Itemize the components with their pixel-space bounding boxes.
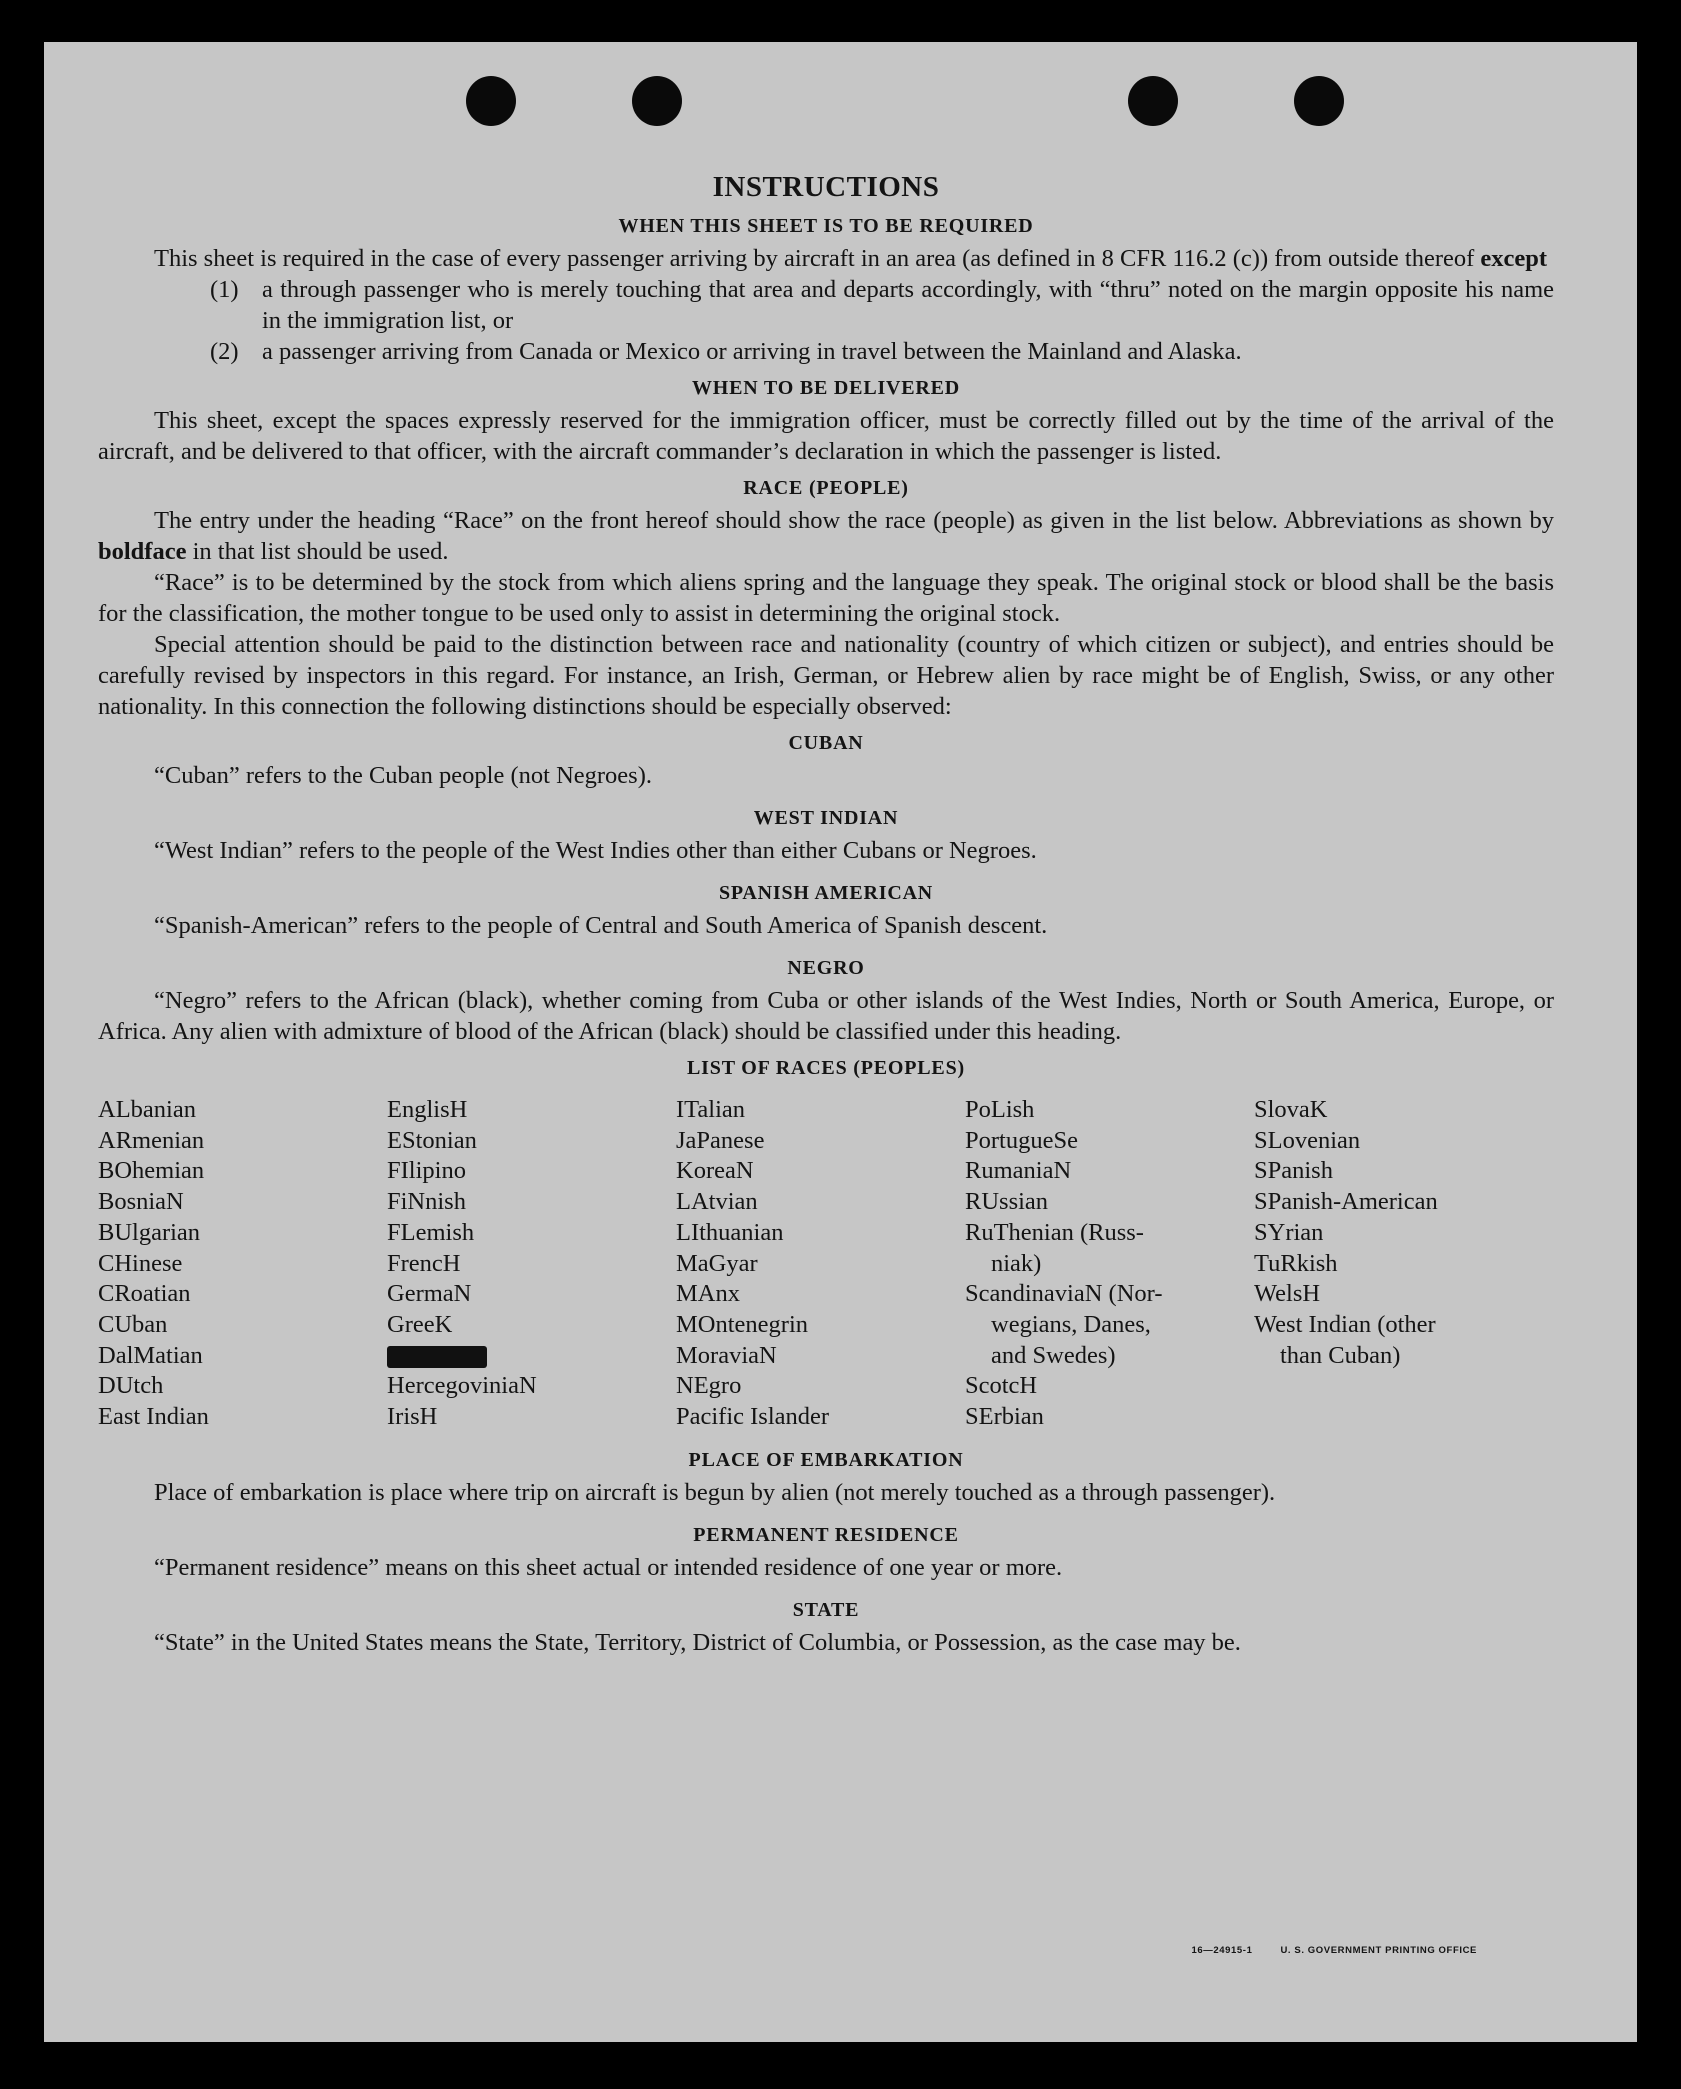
race-entry: PoLish — [965, 1096, 1035, 1123]
paragraph-race-entry: The entry under the heading “Race” on the front hereof should show the race (people) as given in the list below. Abbreviations as shown by boldface in that list should be used. — [98, 507, 1554, 565]
race-entry: SPanish — [1254, 1157, 1333, 1185]
exception-text: a through passenger who is merely touching that area and departs accordingly, with “thru” noted on the margin opposite his name in the immigration list, or — [262, 276, 1554, 334]
printer-credit: U. S. GOVERNMENT PRINTING OFFICE — [1280, 1945, 1477, 1956]
race-entry: RumaniaN — [965, 1157, 1072, 1185]
race-entry: ScandinaviaN (Nor- — [965, 1280, 1163, 1308]
race-entry: BosniaN — [98, 1188, 184, 1216]
paragraph-negro: “Negro” refers to the African (black), whether coming from Cuba or other islands of the West Indies, North or South America, Europe, or Africa. Any alien with admixture of blood of the African (black) should be classified under this heading. — [98, 987, 1554, 1045]
race-entry: SErbian — [965, 1403, 1044, 1431]
paragraph-state: “State” in the United States means the State, Territory, District of Columbia, or Possession, as the case may be. — [154, 1628, 1241, 1656]
heading-when-required: WHEN THIS SHEET IS TO BE REQUIRED — [618, 215, 1034, 237]
paragraph-race-definition: “Race” is to be determined by the stock from which aliens spring and the language they speak. The original stock or blood shall be the basis for the classification, the mother tongue to be used only to assist in determining the original stock. — [98, 569, 1554, 627]
race-entry-empty — [1254, 1371, 1554, 1402]
race-entry: West Indian (other — [1254, 1310, 1436, 1338]
race-entry: MoraviaN — [676, 1341, 777, 1369]
punch-hole — [632, 76, 682, 126]
paragraph-race-distinction: Special attention should be paid to the distinction between race and nationality (country of which citizen or subject), and entries should be carefully revised by inspectors in this regard. For instance, an Irish, German, or Hebrew alien by race might be of English, Swiss, or any other nationality. In this connection the following distinctions should be especially observed: — [98, 631, 1554, 720]
race-entry: CHinese — [98, 1249, 183, 1277]
race-entry: RUssian — [965, 1188, 1049, 1216]
race-entry: niak) — [991, 1249, 1042, 1277]
paragraph-west-indian: “West Indian” refers to the people of the West Indies other than either Cubans or Negroes. — [154, 837, 1037, 864]
race-entry: CUban — [98, 1310, 168, 1338]
heading-spanish-american: SPANISH AMERICAN — [718, 882, 934, 904]
race-entry: BUlgarian — [98, 1218, 201, 1246]
race-entry: IrisH — [387, 1403, 438, 1431]
heading-when-delivered: WHEN TO BE DELIVERED — [691, 377, 961, 399]
heading-list-of-races: LIST OF RACES (PEOPLES) — [687, 1057, 965, 1079]
race-entry: LIthuanian — [676, 1218, 784, 1246]
race-entry: MAnx — [676, 1280, 740, 1308]
exception-number: (2) — [210, 338, 239, 365]
exception-item — [98, 274, 1554, 336]
race-entry: KoreaN — [676, 1157, 754, 1185]
punch-hole — [1294, 76, 1344, 126]
race-entry: FiNnish — [387, 1188, 466, 1216]
heading-embarkation: PLACE OF EMBARKATION — [688, 1448, 964, 1471]
race-entry: BOhemian — [98, 1157, 205, 1185]
heading-west-indian: WEST INDIAN — [753, 807, 899, 829]
race-entry: TuRkish — [1254, 1249, 1338, 1277]
heading-negro: NEGRO — [787, 957, 865, 979]
page-title: INSTRUCTIONS — [712, 171, 940, 203]
race-entry: FrencH — [387, 1249, 461, 1277]
heading-residence: PERMANENT RESIDENCE — [693, 1523, 959, 1546]
race-entry: CRoatian — [98, 1280, 191, 1308]
punch-hole — [1128, 76, 1178, 126]
paragraph-when-required: This sheet is required in the case of every passenger arriving by aircraft in an area (as defined in 8 CFR 116.2 (c)) from outside thereof except — [154, 245, 1548, 272]
race-entry: SPanish-American — [1254, 1188, 1438, 1216]
race-entry: PortugueSe — [965, 1126, 1078, 1154]
paragraph-embarkation: Place of embarkation is place where trip on aircraft is begun by alien (not merely touched as a through passenger). — [154, 1478, 1276, 1506]
race-entry: wegians, Danes, — [991, 1310, 1151, 1338]
race-entry: ALbanian — [98, 1096, 196, 1123]
race-entry: ARmenian — [98, 1126, 205, 1154]
race-entry: GermaN — [387, 1280, 472, 1308]
race-entry: than Cuban) — [1280, 1341, 1401, 1369]
heading-cuban: CUBAN — [788, 732, 864, 754]
document-sheet — [44, 42, 1637, 2042]
race-entry: GreeK — [387, 1310, 453, 1338]
race-entry: DUtch — [98, 1372, 164, 1400]
race-entry: SYrian — [1254, 1218, 1324, 1246]
race-entry: FLemish — [387, 1218, 475, 1246]
form-number: 16—24915-1 — [1191, 1945, 1253, 1956]
exception-number: (1) — [210, 276, 239, 303]
heading-race: RACE (PEOPLE) — [743, 477, 909, 499]
race-entry: SlovaK — [1254, 1096, 1328, 1123]
instructions-body — [98, 169, 1554, 1658]
race-entry: and Swedes) — [991, 1341, 1116, 1369]
exception-text: a passenger arriving from Canada or Mexico or arriving in travel between the Mainland and Alaska. — [262, 338, 1242, 365]
race-entry: JaPanese — [676, 1126, 765, 1154]
heading-state: STATE — [792, 1598, 860, 1621]
paragraph-spanish-american: “Spanish-American” refers to the people of Central and South America of Spanish descent. — [154, 912, 1048, 939]
races-list — [98, 1095, 1554, 1433]
race-entry: MaGyar — [676, 1249, 758, 1277]
redacted-entry — [387, 1341, 676, 1372]
race-entry: MOntenegrin — [676, 1310, 808, 1338]
paragraph-when-delivered: This sheet, except the spaces expressly reserved for the immigration officer, must be correctly filled out by the time of the arrival of the aircraft, and be delivered to that officer, with the aircraft commander’s declaration in which the passenger is listed. — [98, 407, 1554, 465]
form-footer — [1192, 1945, 1477, 1956]
race-entry: FIlipino — [387, 1157, 466, 1185]
paragraph-cuban: “Cuban” refers to the Cuban people (not Negroes). — [154, 762, 652, 789]
punch-hole — [466, 76, 516, 126]
race-entry: DalMatian — [98, 1341, 203, 1369]
paragraph-residence: “Permanent residence” means on this sheet actual or intended residence of one year or more. — [154, 1553, 1063, 1581]
race-entry: NEgro — [676, 1372, 742, 1400]
race-entry: HercegoviniaN — [387, 1372, 537, 1400]
race-entry: LAtvian — [676, 1188, 758, 1216]
race-entry: East Indian — [98, 1403, 209, 1431]
race-entry: EnglisH — [387, 1096, 468, 1123]
race-entry-empty — [1254, 1402, 1554, 1433]
race-entry: ScotcH — [965, 1372, 1038, 1400]
redaction-mark — [387, 1346, 487, 1368]
exception-item — [98, 336, 1554, 367]
race-entry: Pacific Islander — [676, 1403, 830, 1431]
race-entry: WelsH — [1254, 1280, 1321, 1308]
race-entry: ITalian — [676, 1096, 746, 1123]
race-entry: RuThenian (Russ- — [965, 1218, 1144, 1246]
race-entry: EStonian — [387, 1126, 477, 1154]
race-entry: SLovenian — [1254, 1126, 1361, 1154]
